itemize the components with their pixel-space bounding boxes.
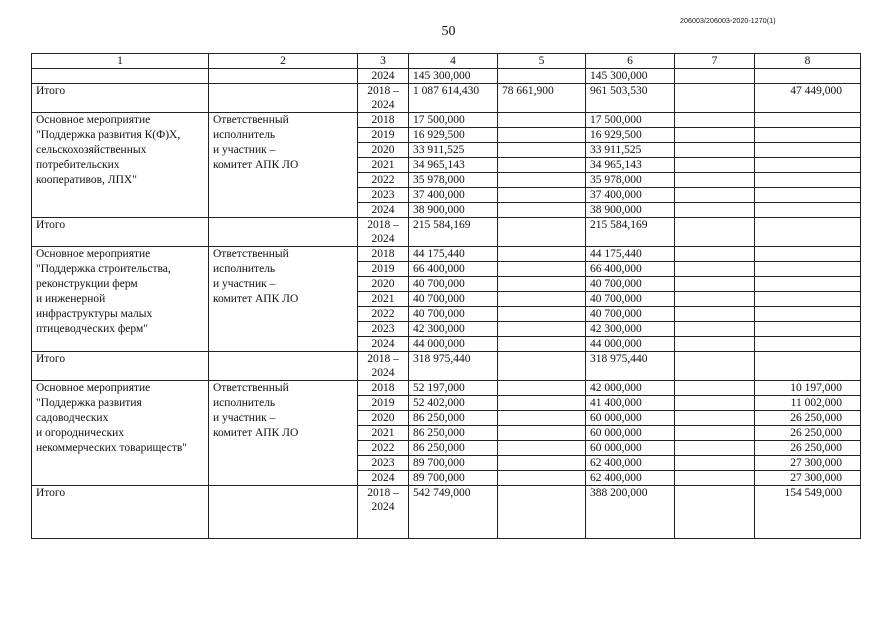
executor-cell <box>209 486 358 539</box>
activity-name-line: реконструкции ферм <box>36 278 138 290</box>
local-budget-cell <box>675 218 755 247</box>
federal-budget-cell <box>498 426 586 441</box>
regional-budget-cell: 961 503,530 <box>586 84 675 113</box>
total-label: Итого <box>32 84 209 113</box>
local-budget-cell <box>675 113 755 128</box>
activity-name-line: Основное мероприятие <box>36 382 151 394</box>
year-range-start: 2018 – <box>367 219 399 231</box>
year-range-cell <box>358 486 409 539</box>
federal-budget-cell <box>498 262 586 277</box>
local-budget-cell <box>675 84 755 113</box>
activity-name-line: "Поддержка развития <box>36 397 142 409</box>
executor-cell <box>209 352 358 381</box>
regional-budget-cell: 44 175,440 <box>586 247 675 262</box>
executor-line: Ответственный <box>213 114 289 126</box>
local-budget-cell <box>675 128 755 143</box>
total-amount-cell: 40 700,000 <box>409 292 498 307</box>
other-sources-cell: 26 250,000 <box>755 441 861 456</box>
federal-budget-cell <box>498 352 586 381</box>
local-budget-cell <box>675 262 755 277</box>
year-cell: 2022 <box>358 173 409 188</box>
federal-budget-cell <box>498 337 586 352</box>
total-amount-cell: 145 300,000 <box>409 69 498 84</box>
total-amount-cell: 17 500,000 <box>409 113 498 128</box>
regional-budget-cell: 34 965,143 <box>586 158 675 173</box>
federal-budget-cell <box>498 411 586 426</box>
executor-line: и участник – <box>213 412 276 424</box>
total-amount-cell: 52 402,000 <box>409 396 498 411</box>
total-amount-cell: 86 250,000 <box>409 411 498 426</box>
total-amount-cell: 44 000,000 <box>409 337 498 352</box>
executor-line: и участник – <box>213 278 276 290</box>
other-sources-cell <box>755 188 861 203</box>
total-amount-cell: 37 400,000 <box>409 188 498 203</box>
activity-name-line: потребительских <box>36 159 120 171</box>
year-cell: 2020 <box>358 411 409 426</box>
year-cell: 2018 <box>358 113 409 128</box>
activity-name-line: птицеводческих ферм" <box>36 323 148 335</box>
federal-budget-cell: 78 661,900 <box>498 84 586 113</box>
other-sources-cell <box>755 262 861 277</box>
regional-budget-cell: 40 700,000 <box>586 292 675 307</box>
local-budget-cell <box>675 456 755 471</box>
year-cell: 2019 <box>358 262 409 277</box>
local-budget-cell <box>675 426 755 441</box>
column-number: 7 <box>675 54 755 69</box>
other-sources-cell <box>755 352 861 381</box>
other-sources-cell: 27 300,000 <box>755 471 861 486</box>
total-label: Итого <box>32 218 209 247</box>
year-cell: 2022 <box>358 307 409 322</box>
executor-cell <box>209 84 358 113</box>
local-budget-cell <box>675 486 755 539</box>
document-id: 206003/206003-2020-1270(1) <box>680 18 776 25</box>
regional-budget-cell: 388 200,000 <box>586 486 675 539</box>
year-cell: 2020 <box>358 143 409 158</box>
other-sources-cell: 11 002,000 <box>755 396 861 411</box>
federal-budget-cell <box>498 218 586 247</box>
executor-line: Ответственный <box>213 382 289 394</box>
total-amount-cell: 89 700,000 <box>409 471 498 486</box>
federal-budget-cell <box>498 456 586 471</box>
executor-cell <box>209 69 358 84</box>
table-row <box>32 69 861 84</box>
local-budget-cell <box>675 188 755 203</box>
local-budget-cell <box>675 411 755 426</box>
federal-budget-cell <box>498 277 586 292</box>
regional-budget-cell: 42 000,000 <box>586 381 675 396</box>
year-cell: 2023 <box>358 188 409 203</box>
executor-line: комитет АПК ЛО <box>213 427 299 439</box>
total-amount-cell: 215 584,169 <box>409 218 498 247</box>
regional-budget-cell: 33 911,525 <box>586 143 675 158</box>
year-cell: 2024 <box>358 471 409 486</box>
table-row <box>32 381 861 396</box>
regional-budget-cell: 318 975,440 <box>586 352 675 381</box>
activity-name-line: инфраструктуры малых <box>36 308 153 320</box>
activity-name-cell <box>32 113 209 218</box>
year-cell: 2021 <box>358 426 409 441</box>
budget-table <box>31 53 861 539</box>
other-sources-cell: 27 300,000 <box>755 456 861 471</box>
total-row <box>32 84 861 113</box>
table-body <box>32 54 861 539</box>
year-cell: 2023 <box>358 456 409 471</box>
total-row <box>32 486 861 539</box>
total-amount-cell: 86 250,000 <box>409 441 498 456</box>
regional-budget-cell: 16 929,500 <box>586 128 675 143</box>
other-sources-cell <box>755 203 861 218</box>
regional-budget-cell: 35 978,000 <box>586 173 675 188</box>
column-number: 2 <box>209 54 358 69</box>
other-sources-cell <box>755 277 861 292</box>
year-cell: 2024 <box>358 337 409 352</box>
total-row <box>32 352 861 381</box>
year-cell: 2020 <box>358 277 409 292</box>
local-budget-cell <box>675 277 755 292</box>
other-sources-cell: 47 449,000 <box>755 84 861 113</box>
local-budget-cell <box>675 292 755 307</box>
regional-budget-cell: 66 400,000 <box>586 262 675 277</box>
local-budget-cell <box>675 69 755 84</box>
local-budget-cell <box>675 471 755 486</box>
year-cell: 2021 <box>358 158 409 173</box>
activity-name-line: Основное мероприятие <box>36 114 151 126</box>
executor-cell <box>209 381 358 486</box>
regional-budget-cell: 60 000,000 <box>586 441 675 456</box>
column-number: 5 <box>498 54 586 69</box>
local-budget-cell <box>675 173 755 188</box>
year-cell: 2019 <box>358 396 409 411</box>
year-cell: 2019 <box>358 128 409 143</box>
total-amount-cell: 86 250,000 <box>409 426 498 441</box>
year-cell: 2023 <box>358 322 409 337</box>
activity-name-line: и огороднических <box>36 427 125 439</box>
other-sources-cell <box>755 143 861 158</box>
federal-budget-cell <box>498 113 586 128</box>
table-row <box>32 113 861 128</box>
local-budget-cell <box>675 322 755 337</box>
federal-budget-cell <box>498 188 586 203</box>
activity-name-cell <box>32 381 209 486</box>
executor-line: исполнитель <box>213 129 276 141</box>
total-amount-cell: 34 965,143 <box>409 158 498 173</box>
local-budget-cell <box>675 337 755 352</box>
total-amount-cell: 35 978,000 <box>409 173 498 188</box>
executor-line: комитет АПК ЛО <box>213 293 299 305</box>
local-budget-cell <box>675 247 755 262</box>
other-sources-cell <box>755 337 861 352</box>
activity-name-line: сельскохозяйственных <box>36 144 147 156</box>
column-number: 1 <box>32 54 209 69</box>
activity-name-cell <box>32 247 209 352</box>
total-amount-cell: 318 975,440 <box>409 352 498 381</box>
other-sources-cell <box>755 292 861 307</box>
other-sources-cell <box>755 218 861 247</box>
activity-name-line: Основное мероприятие <box>36 248 151 260</box>
year-range-cell <box>358 218 409 247</box>
federal-budget-cell <box>498 441 586 456</box>
total-amount-cell: 89 700,000 <box>409 456 498 471</box>
year-range-end: 2024 <box>371 233 395 245</box>
local-budget-cell <box>675 158 755 173</box>
executor-cell <box>209 113 358 218</box>
year-range-cell <box>358 84 409 113</box>
federal-budget-cell <box>498 143 586 158</box>
regional-budget-cell: 44 000,000 <box>586 337 675 352</box>
regional-budget-cell: 60 000,000 <box>586 411 675 426</box>
local-budget-cell <box>675 203 755 218</box>
executor-line: исполнитель <box>213 397 276 409</box>
federal-budget-cell <box>498 203 586 218</box>
executor-line: Ответственный <box>213 248 289 260</box>
year-cell: 2024 <box>358 203 409 218</box>
table-row <box>32 247 861 262</box>
federal-budget-cell <box>498 292 586 307</box>
other-sources-cell <box>755 158 861 173</box>
executor-cell <box>209 247 358 352</box>
federal-budget-cell <box>498 173 586 188</box>
other-sources-cell: 10 197,000 <box>755 381 861 396</box>
total-amount-cell: 40 700,000 <box>409 277 498 292</box>
other-sources-cell <box>755 322 861 337</box>
executor-line: исполнитель <box>213 263 276 275</box>
local-budget-cell <box>675 352 755 381</box>
total-row <box>32 218 861 247</box>
federal-budget-cell <box>498 247 586 262</box>
year-range-start: 2018 – <box>367 85 399 97</box>
executor-line: и участник – <box>213 144 276 156</box>
local-budget-cell <box>675 143 755 158</box>
total-amount-cell: 1 087 614,430 <box>409 84 498 113</box>
year-range-cell <box>358 352 409 381</box>
regional-budget-cell: 215 584,169 <box>586 218 675 247</box>
regional-budget-cell: 17 500,000 <box>586 113 675 128</box>
year-cell: 2018 <box>358 381 409 396</box>
other-sources-cell <box>755 128 861 143</box>
federal-budget-cell <box>498 322 586 337</box>
regional-budget-cell: 38 900,000 <box>586 203 675 218</box>
federal-budget-cell <box>498 69 586 84</box>
regional-budget-cell: 41 400,000 <box>586 396 675 411</box>
activity-name-line: "Поддержка строительства, <box>36 263 171 275</box>
regional-budget-cell: 60 000,000 <box>586 426 675 441</box>
total-label: Итого <box>32 352 209 381</box>
regional-budget-cell: 62 400,000 <box>586 456 675 471</box>
column-number: 4 <box>409 54 498 69</box>
federal-budget-cell <box>498 307 586 322</box>
other-sources-cell <box>755 69 861 84</box>
year-range-end: 2024 <box>371 99 395 111</box>
year-range-start: 2018 – <box>367 487 399 499</box>
year-range-end: 2024 <box>371 501 395 513</box>
year-cell: 2022 <box>358 441 409 456</box>
total-amount-cell: 52 197,000 <box>409 381 498 396</box>
activity-name-line: кооперативов, ЛПХ" <box>36 174 137 186</box>
total-label: Итого <box>32 486 209 539</box>
local-budget-cell <box>675 396 755 411</box>
federal-budget-cell <box>498 381 586 396</box>
activity-name-line: некоммерческих товариществ" <box>36 442 187 454</box>
federal-budget-cell <box>498 396 586 411</box>
federal-budget-cell <box>498 128 586 143</box>
other-sources-cell: 154 549,000 <box>755 486 861 539</box>
column-number-row <box>32 54 861 69</box>
regional-budget-cell: 62 400,000 <box>586 471 675 486</box>
activity-name-line: садоводческих <box>36 412 109 424</box>
total-amount-cell: 66 400,000 <box>409 262 498 277</box>
total-amount-cell: 40 700,000 <box>409 307 498 322</box>
column-number: 6 <box>586 54 675 69</box>
name-cell <box>32 69 209 84</box>
column-number: 8 <box>755 54 861 69</box>
executor-cell <box>209 218 358 247</box>
regional-budget-cell: 42 300,000 <box>586 322 675 337</box>
local-budget-cell <box>675 381 755 396</box>
page-number: 50 <box>441 24 456 39</box>
local-budget-cell <box>675 307 755 322</box>
federal-budget-cell <box>498 158 586 173</box>
executor-line: комитет АПК ЛО <box>213 159 299 171</box>
federal-budget-cell <box>498 471 586 486</box>
year-range-end: 2024 <box>371 367 395 379</box>
total-amount-cell: 16 929,500 <box>409 128 498 143</box>
year-cell: 2021 <box>358 292 409 307</box>
total-amount-cell: 42 300,000 <box>409 322 498 337</box>
federal-budget-cell <box>498 486 586 539</box>
year-cell: 2018 <box>358 247 409 262</box>
total-amount-cell: 33 911,525 <box>409 143 498 158</box>
regional-budget-cell: 37 400,000 <box>586 188 675 203</box>
other-sources-cell: 26 250,000 <box>755 411 861 426</box>
regional-budget-cell: 40 700,000 <box>586 277 675 292</box>
local-budget-cell <box>675 441 755 456</box>
total-amount-cell: 542 749,000 <box>409 486 498 539</box>
year-range-start: 2018 – <box>367 353 399 365</box>
other-sources-cell <box>755 173 861 188</box>
regional-budget-cell: 145 300,000 <box>586 69 675 84</box>
activity-name-line: и инженерной <box>36 293 106 305</box>
column-number: 3 <box>358 54 409 69</box>
other-sources-cell: 26 250,000 <box>755 426 861 441</box>
regional-budget-cell: 40 700,000 <box>586 307 675 322</box>
year-cell: 2024 <box>358 69 409 84</box>
other-sources-cell <box>755 247 861 262</box>
activity-name-line: "Поддержка развития К(Ф)Х, <box>36 129 181 141</box>
other-sources-cell <box>755 113 861 128</box>
other-sources-cell <box>755 307 861 322</box>
total-amount-cell: 44 175,440 <box>409 247 498 262</box>
total-amount-cell: 38 900,000 <box>409 203 498 218</box>
